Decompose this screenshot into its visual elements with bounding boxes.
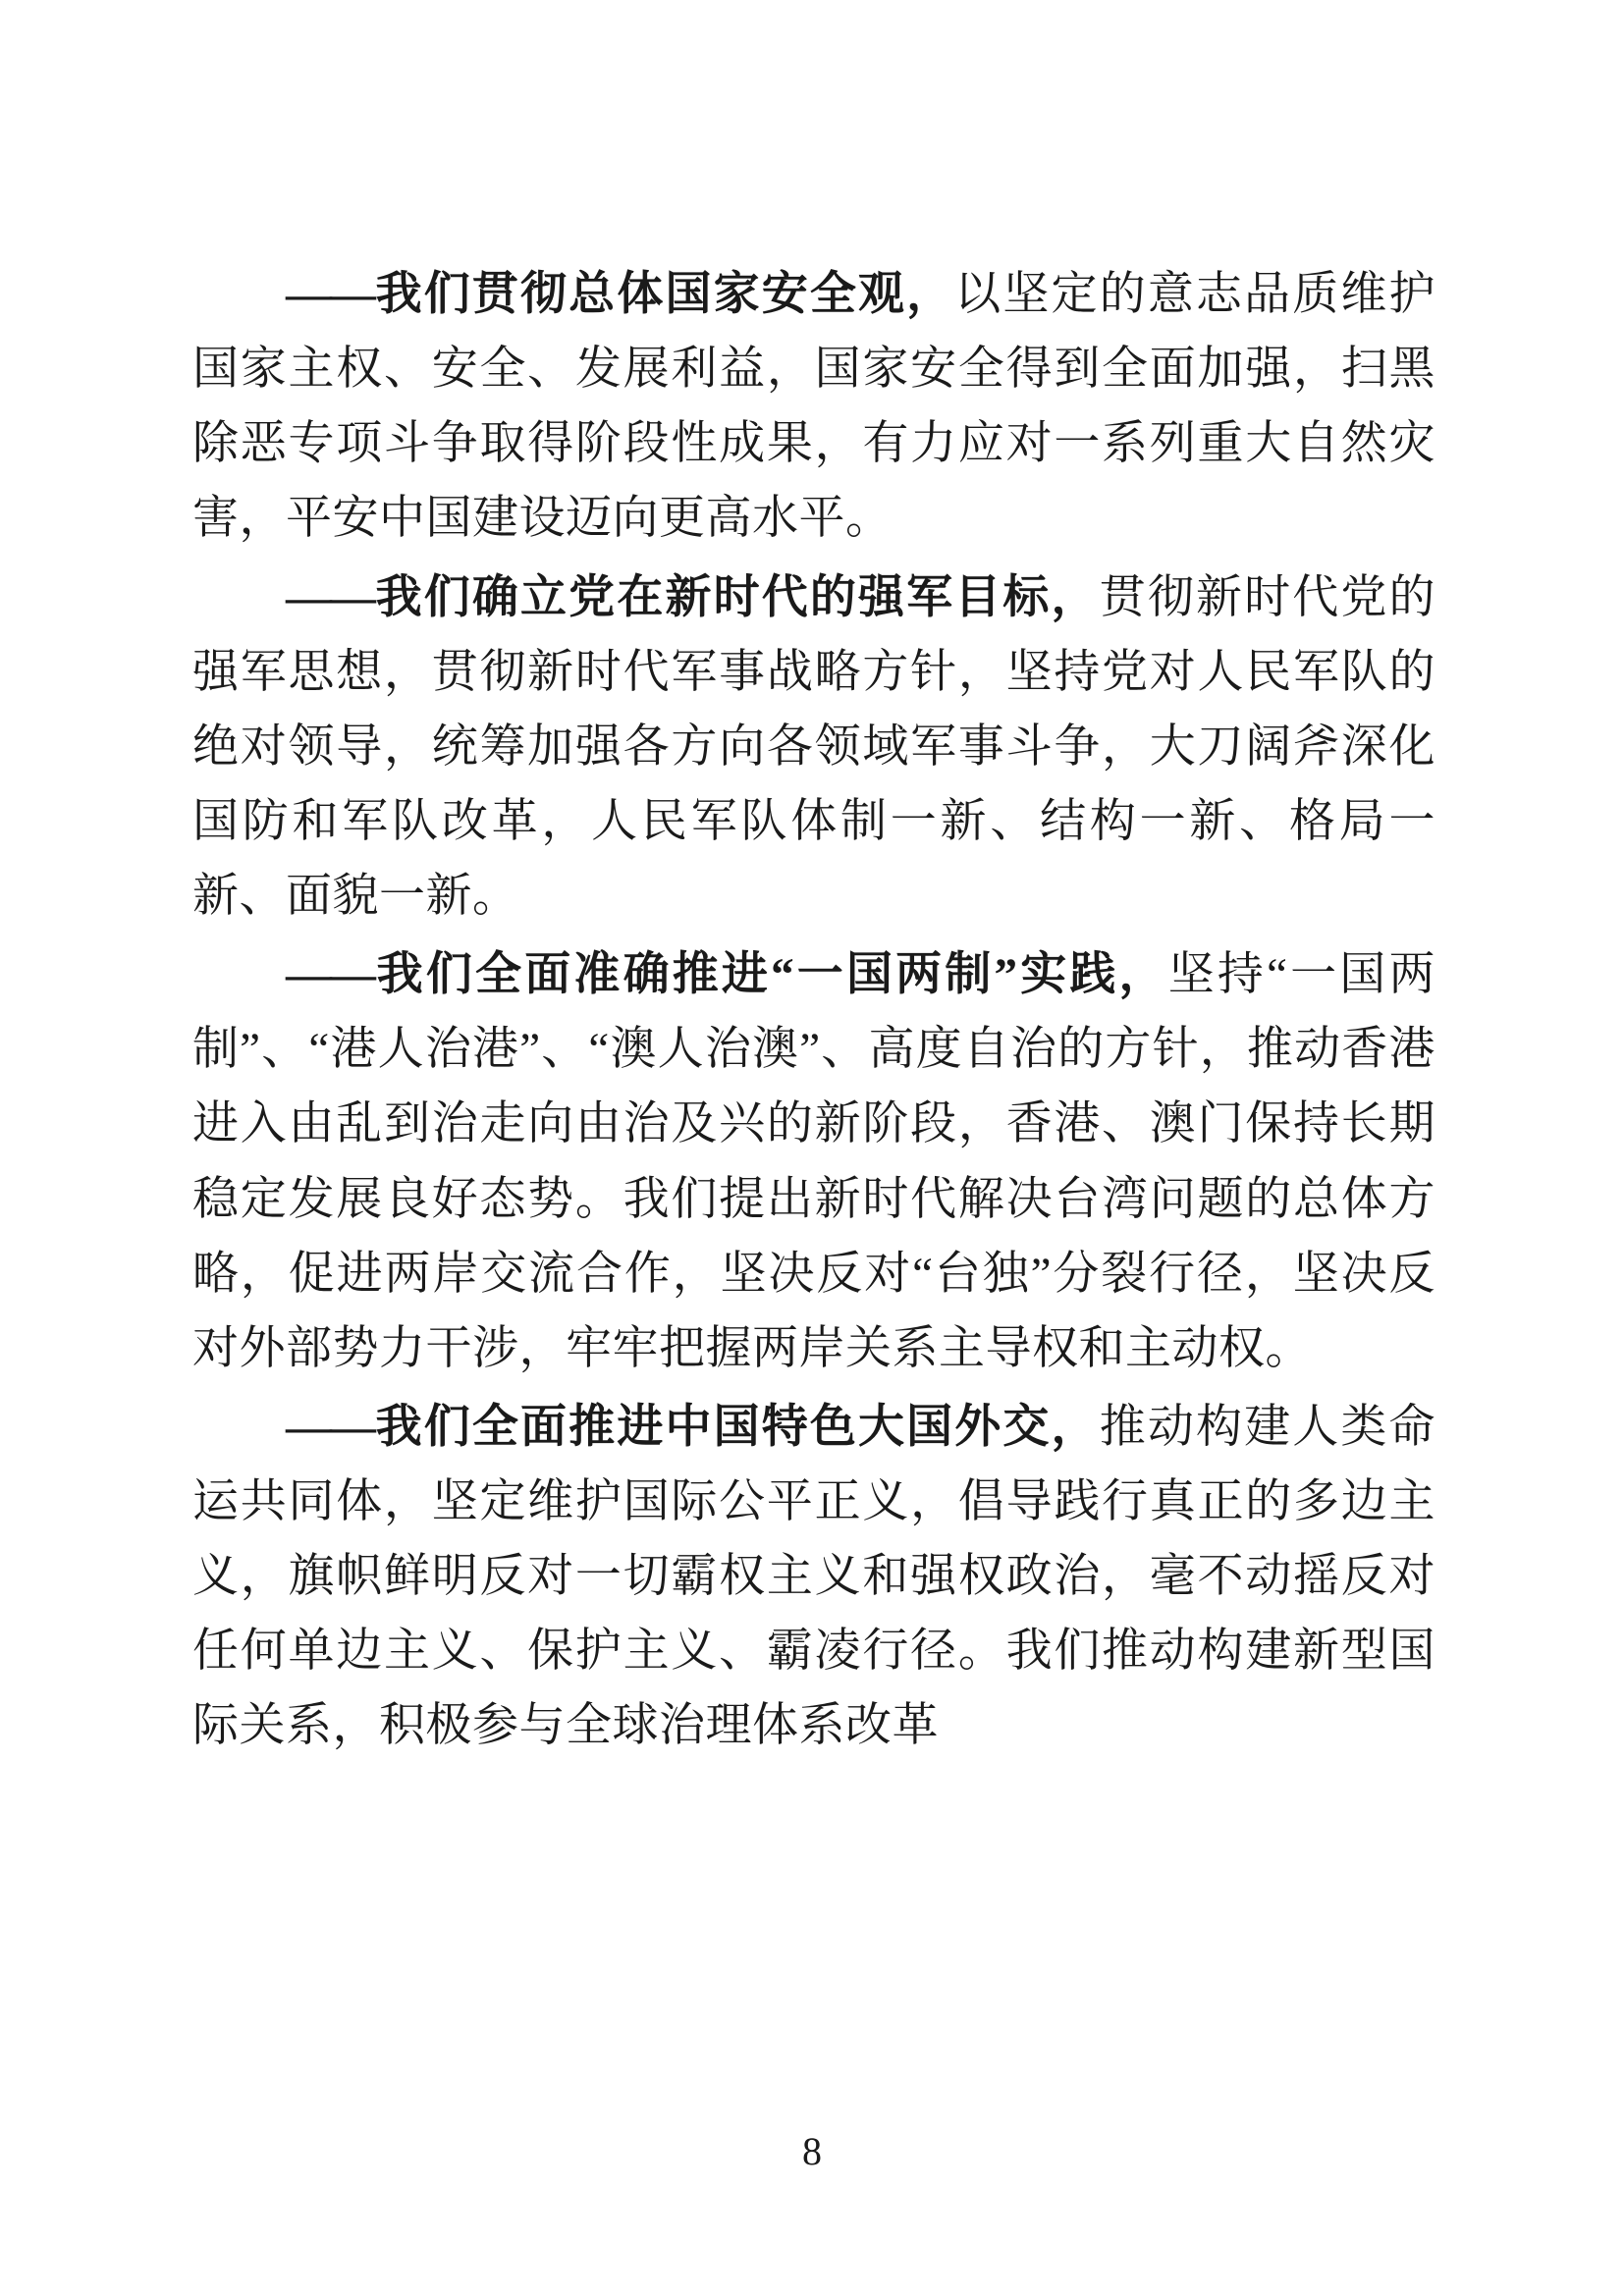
paragraph (192, 1390, 1435, 1764)
paragraph (192, 561, 1435, 934)
page-number: 8 (802, 2129, 822, 2173)
paragraph-lead: 我们贯彻总体国家安全观， (374, 269, 955, 320)
paragraph (192, 937, 1435, 1386)
paragraph-lead: 我们全面推进中国特色大国外交， (374, 1401, 1100, 1453)
paragraph-dash: —— (286, 269, 374, 320)
paragraph-lead: 我们确立党在新时代的强军目标， (374, 571, 1100, 623)
paragraph-dash: —— (286, 571, 374, 623)
document-body (192, 257, 1435, 1768)
paragraph-dash: —— (286, 949, 374, 1001)
paragraph-body: 推动构建人类命运共同体，坚定维护国际公平正义，倡导践行真正的多边主义，旗帜鲜明反对一切霸权主义和强权政治，毫不动摇反对任何单边主义、保护主义、霸凌行径。我们推动构建新型国际关系，积极参与全球治理体系改革 (192, 1401, 1436, 1752)
paragraph-body: 坚持“一国两制”、“港人治港”、“澳人治澳”、高度自治的方针，推动香港进入由乱到治走向由治及兴的新阶段，香港、澳门保持长期稳定发展良好态势。我们提出新时代解决台湾问题的总体方略，促进两岸交流合作，坚决反对“台独”分裂行径，坚决反对外部势力干涉，牢牢把握两岸关系主导权和主动权。 (192, 949, 1435, 1374)
paragraph-lead: 我们全面准确推进“一国两制”实践， (374, 949, 1168, 1001)
paragraph (192, 257, 1435, 557)
paragraph-body: 贯彻新时代党的强军思想，贯彻新时代军事战略方针，坚持党对人民军队的绝对领导，统筹加强各方向各领域军事斗争，大刀阔斧深化国防和军队改革，人民军队体制一新、结构一新、格局一新、面貌一新。 (192, 571, 1436, 922)
paragraph-dash: —— (286, 1401, 374, 1453)
paragraph-body: 以坚定的意志品质维护国家主权、安全、发展利益，国家安全得到全面加强，扫黑除恶专项斗争取得阶段性成果，有力应对一系列重大自然灾害，平安中国建设迈向更高水平。 (192, 269, 1436, 545)
